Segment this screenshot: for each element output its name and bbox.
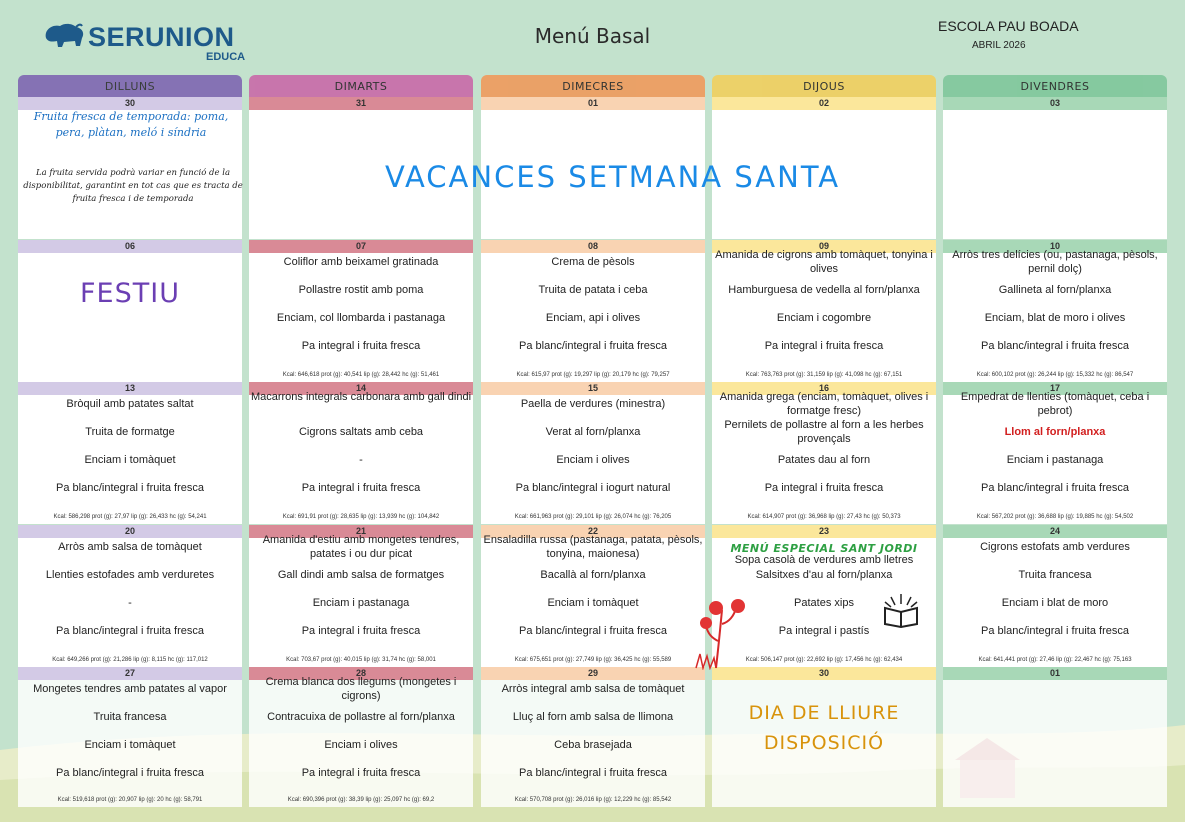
dish-item: Pa blanc/integral i fruita fresca [519, 625, 667, 637]
dish-item: - [359, 454, 363, 466]
dish-item: Enciam i blat de moro [1001, 597, 1109, 609]
dish-item: Lluç al forn amb salsa de llimona [512, 711, 674, 723]
dish-item: Patates dau al forn [777, 454, 871, 466]
dish-item: Pa blanc/integral i iogurt natural [515, 482, 671, 494]
nutrition-info: Kcal: 614,907 prot (g): 36,968 lip (g): 27,43 hc (g): 50,373 [747, 514, 901, 520]
nutrition-info: Kcal: 586,298 prot (g): 27,97 lip (g): 26,433 hc (g): 54,241 [53, 514, 207, 520]
rose-icon [694, 596, 754, 670]
brand-name: SERUNION [88, 22, 235, 52]
festiu-label: FESTIU [80, 278, 180, 309]
dish-item: Pa integral i fruita fresca [301, 482, 421, 494]
dish-item: Bacallà al forn/planxa [540, 569, 646, 581]
day-cell [249, 382, 473, 524]
dish-item: Bròquil amb patates saltat [66, 398, 194, 410]
date-label: 27 [18, 667, 242, 680]
date-label: 09 [712, 240, 936, 253]
dish-item: Empedrat de llenties (tomàquet, ceba i pebrot) [960, 391, 1150, 417]
page-title: Menú Basal [534, 24, 651, 48]
date-label: 16 [712, 382, 936, 395]
date-label: 29 [481, 667, 705, 680]
day-cell [943, 667, 1167, 807]
date-label: 23 [712, 525, 936, 538]
nutrition-info: Kcal: 506,147 prot (g): 22,692 lip (g): 17,456 hc (g): 62,434 [745, 657, 903, 663]
date-label: 21 [249, 525, 473, 538]
dish-item: Truita francesa [93, 711, 167, 723]
day-cell [943, 382, 1167, 524]
dish-item: Truita de patata i ceba [538, 284, 648, 296]
dish-item: Arròs tres delícies (ou, pastanaga, pèsols, pernil dolç) [952, 249, 1158, 275]
nutrition-info: Kcal: 703,67 prot (g): 40,015 lip (g): 31,74 hc (g): 58,001 [286, 657, 436, 663]
dish-item: Macarrons integrals carbonara amb gall dindi [250, 391, 472, 403]
date-label: 30 [712, 667, 936, 680]
vacances-banner: VACANCES SETMANA SANTA [385, 160, 841, 194]
dish-item: Pa integral i pastís [778, 625, 870, 637]
dish-item: Amanida d'estiu amb mongetes tendres, patates i ou dur picat [262, 534, 460, 560]
dish-item: Amanida grega (enciam, tomàquet, olives i formatge fresc) [719, 391, 929, 417]
dish-item: Enciam i tomàquet [84, 739, 176, 751]
dish-item: Pa integral i fruita fresca [301, 625, 421, 637]
fruit-disclaimer: La fruita servida podrà variar en funció de la disponibilitat, garantint en tot cas que es tracta de fruita fresca i de temporada [23, 168, 243, 204]
dish-item: Pa blanc/integral i fruita fresca [56, 482, 204, 494]
day-cell [943, 240, 1167, 382]
dish-item: Pa blanc/integral i fruita fresca [981, 625, 1129, 637]
day-cell [712, 667, 936, 807]
date-label: 10 [943, 240, 1167, 253]
dish-item: Pa integral i fruita fresca [764, 340, 884, 352]
dish-item: Enciam i olives [556, 454, 630, 466]
date-label: 08 [481, 240, 705, 253]
dish-item: Hamburguesa de vedella al forn/planxa [728, 284, 920, 296]
dish-item: Verat al forn/planxa [545, 426, 641, 438]
dish-item: Enciam i olives [324, 739, 398, 751]
date-label: 07 [249, 240, 473, 253]
dish-item: Enciam, api i olives [545, 312, 641, 324]
dish-item: Enciam i tomàquet [547, 597, 639, 609]
nutrition-info: Kcal: 661,963 prot (g): 29,101 lip (g): 26,074 hc (g): 76,205 [514, 514, 672, 520]
day-cell [18, 667, 242, 807]
nutrition-info: Kcal: 567,202 prot (g): 36,688 lip (g): 19,885 hc (g): 54,502 [976, 514, 1134, 520]
dish-item: Ensaladilla russa (pastanaga, patata, pèsols, tonyina, maionesa) [483, 534, 703, 560]
day-cell [481, 240, 705, 382]
date-label: 31 [249, 97, 473, 110]
nutrition-info: Kcal: 641,441 prot (g): 27,46 lip (g): 22,467 hc (g): 75,163 [978, 657, 1132, 663]
day-cell [249, 525, 473, 667]
date-label: 06 [18, 240, 242, 253]
date-label: 01 [481, 97, 705, 110]
date-label: 02 [712, 97, 936, 110]
dish-item: Mongetes tendres amb patates al vapor [33, 683, 227, 695]
fruit-note: Fruita fresca de temporada: poma, pera, plàtan, meló i síndria [33, 110, 229, 139]
day-cell [943, 525, 1167, 667]
dish-item: Gall dindi amb salsa de formatges [277, 569, 445, 581]
day-cell [18, 240, 242, 382]
dish-item: Cigrons estofats amb verdures [980, 541, 1130, 553]
nutrition-info: Kcal: 646,618 prot (g): 40,541 lip (g): 28,442 hc (g): 51,461 [282, 372, 440, 378]
dish-item: Ceba brasejada [554, 739, 632, 751]
dish-item: Pa blanc/integral i fruita fresca [981, 340, 1129, 352]
day-cell [481, 667, 705, 807]
dish-item: Enciam, col llombarda i pastanaga [276, 312, 446, 324]
day-cell [18, 97, 242, 239]
dish-item: Enciam, blat de moro i olives [984, 312, 1126, 324]
dish-item: Pa integral i fruita fresca [301, 767, 421, 779]
date-label: 13 [18, 382, 242, 395]
dish-item: Arròs integral amb salsa de tomàquet [501, 683, 685, 695]
dish-item: Amanida de cigrons amb tomàquet, tonyina i olives [715, 249, 933, 275]
day-header-dimarts: DIMARTS [249, 75, 473, 97]
day-cell [943, 97, 1167, 239]
dish-item: Truita de formatge [85, 426, 175, 438]
dish-item: Pa integral i fruita fresca [301, 340, 421, 352]
nutrition-info: Kcal: 649,266 prot (g): 21,286 lip (g): 8,115 hc (g): 117,012 [52, 657, 208, 663]
date-label: 28 [249, 667, 473, 680]
dish-item: Sopa casolà de verdures amb lletres [734, 554, 914, 566]
nutrition-info: Kcal: 690,396 prot (g): 38,39 lip (g): 25,097 hc (g): 69,2 [287, 797, 435, 803]
dish-item: Coliflor amb beixamel gratinada [283, 256, 439, 268]
date-label: 30 [18, 97, 242, 110]
day-header-divendres: DIVENDRES [943, 75, 1167, 97]
dish-item: Arròs amb salsa de tomàquet [58, 541, 202, 553]
dish-item: Pa blanc/integral i fruita fresca [56, 767, 204, 779]
date-label: 24 [943, 525, 1167, 538]
day-cell [249, 667, 473, 807]
dish-item: Crema de pèsols [551, 256, 635, 268]
day-header-dijous: DIJOUS [712, 75, 936, 97]
day-header-dilluns: DILLUNS [18, 75, 242, 97]
date-label: 22 [481, 525, 705, 538]
dish-item: Patates xips [794, 597, 854, 609]
dish-item: Llom al forn/planxa [1004, 426, 1106, 438]
dish-item: Pollastre rostit amb poma [298, 284, 424, 296]
date-label: 01 [943, 667, 1167, 680]
book-icon [882, 592, 920, 628]
dish-item: Truita francesa [1018, 569, 1092, 581]
nutrition-info: Kcal: 615,97 prot (g): 19,297 lip (g): 20,179 hc (g): 79,257 [516, 372, 670, 378]
date-label: 17 [943, 382, 1167, 395]
date-label: 14 [249, 382, 473, 395]
dish-item: Salsitxes d'au al forn/planxa [755, 569, 893, 581]
dish-item: Crema blanca dos llegums (mongetes i cigrons) [265, 676, 457, 702]
dish-item: - [128, 597, 132, 609]
day-cell [712, 240, 936, 382]
dish-item: Enciam i cogombre [776, 312, 872, 324]
date-label: 03 [943, 97, 1167, 110]
day-cell [481, 525, 705, 667]
dish-item: Pa blanc/integral i fruita fresca [981, 482, 1129, 494]
dish-item: Gallineta al forn/planxa [998, 284, 1112, 296]
nutrition-info: Kcal: 570,708 prot (g): 26,016 lip (g): 12,229 hc (g): 85,542 [514, 797, 672, 803]
dish-item: Enciam i pastanaga [1006, 454, 1104, 466]
dish-item: Paella de verdures (minestra) [520, 398, 666, 410]
nutrition-info: Kcal: 519,618 prot (g): 20,907 lip (g): 20 hc (g): 58,791 [57, 797, 203, 803]
month-label: ABRIL 2026 [972, 40, 1026, 51]
dish-item: Pernilets de pollastre al forn a les herbes provençals [724, 419, 924, 445]
school-name: ESCOLA PAU BOADA [938, 18, 1079, 34]
day-cell [18, 525, 242, 667]
day-cell [712, 382, 936, 524]
dish-item: Pa integral i fruita fresca [764, 482, 884, 494]
nutrition-info: Kcal: 763,763 prot (g): 31,159 lip (g): 41,098 hc (g): 67,151 [745, 372, 903, 378]
day-cell [249, 240, 473, 382]
dish-item: Contracuixa de pollastre al forn/planxa [267, 711, 455, 723]
nutrition-info: Kcal: 675,651 prot (g): 27,749 lip (g): 36,425 hc (g): 55,589 [514, 657, 672, 663]
date-label: 20 [18, 525, 242, 538]
lliure-label: DIA DE LLIURE [748, 702, 900, 724]
dish-item: Pa blanc/integral i fruita fresca [519, 767, 667, 779]
dish-item: Enciam i tomàquet [84, 454, 176, 466]
dish-item: Cigrons saltats amb ceba [298, 426, 424, 438]
brand-subtitle: EDUCA [206, 51, 246, 63]
day-header-dimecres: DIMECRES [481, 75, 705, 97]
day-cell [18, 382, 242, 524]
especial-label: MENÚ ESPECIAL SANT JORDI [730, 542, 918, 555]
day-cell [481, 382, 705, 524]
dish-item: Llenties estofades amb verduretes [45, 569, 215, 581]
dish-item: Pa blanc/integral i fruita fresca [519, 340, 667, 352]
nutrition-info: Kcal: 600,102 prot (g): 26,244 lip (g): 15,332 hc (g): 86,547 [976, 372, 1134, 378]
dish-item: Pa blanc/integral i fruita fresca [56, 625, 204, 637]
date-label: 15 [481, 382, 705, 395]
dish-item: Enciam i pastanaga [312, 597, 410, 609]
lliure-label: DISPOSICIÓ [763, 732, 885, 754]
nutrition-info: Kcal: 691,91 prot (g): 28,635 lip (g): 13,939 hc (g): 104,842 [282, 514, 440, 520]
